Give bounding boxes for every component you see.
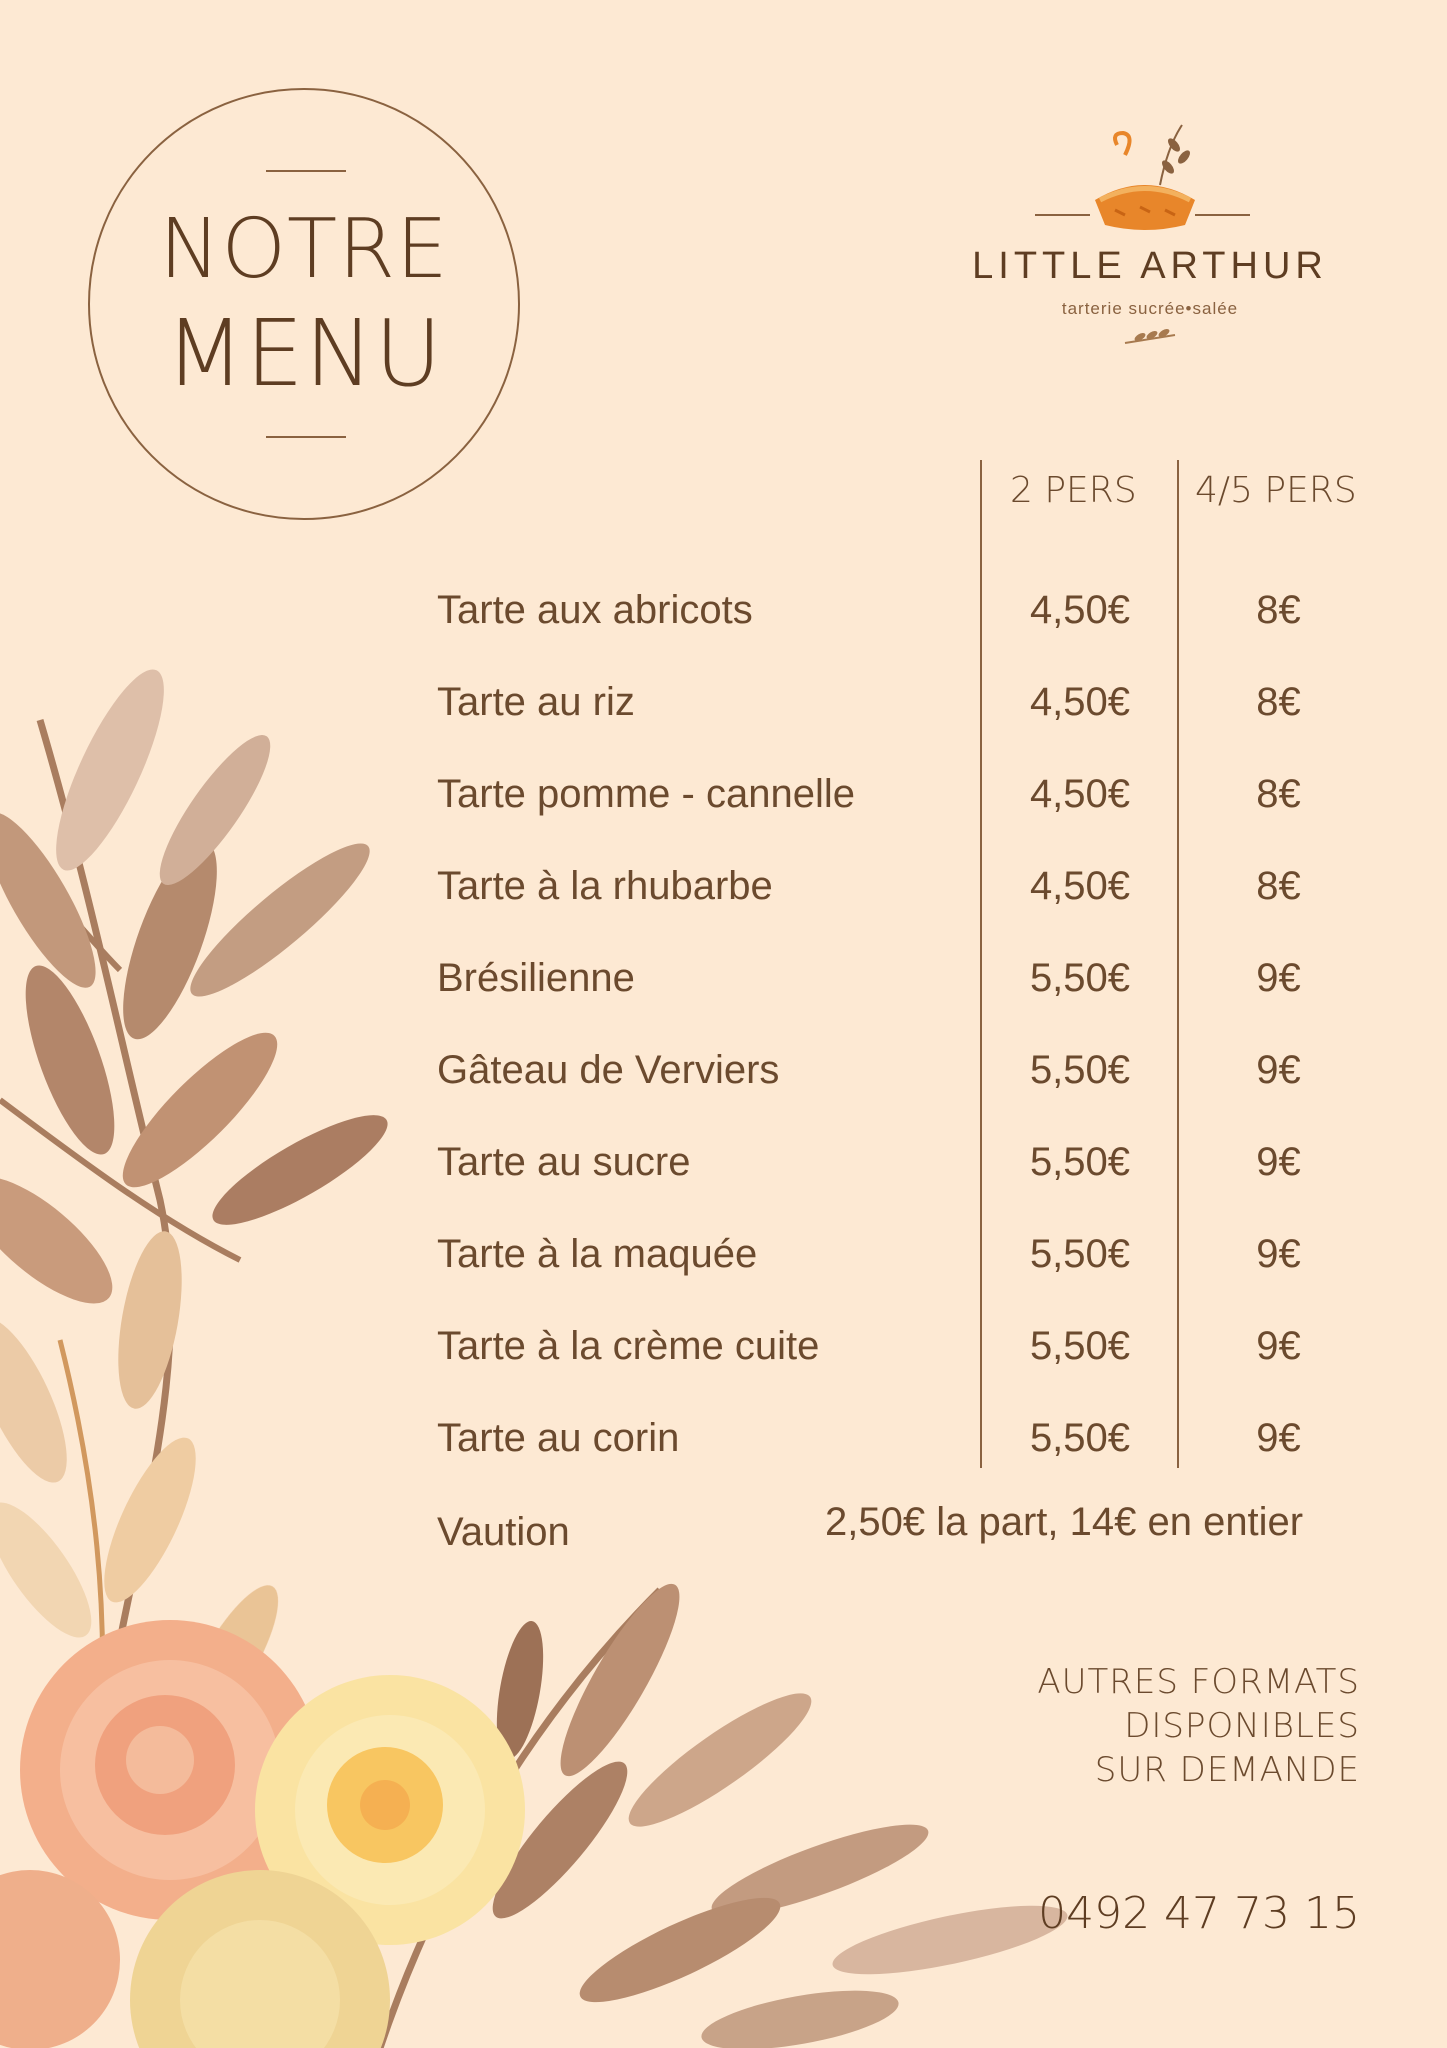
menu-row [0, 1232, 1447, 1292]
price-2-pers: 5,50€ [1029, 956, 1131, 1000]
price-4-5-pers: 8€ [1256, 772, 1301, 816]
price-4-5-pers: 9€ [1256, 1416, 1301, 1460]
note-line-2: DISPONIBLES [1124, 1706, 1360, 1746]
price-2-pers: 5,50€ [1029, 1048, 1131, 1092]
phone-number: 0492 47 73 15 [1038, 1888, 1360, 1939]
menu-row [0, 1324, 1447, 1384]
price-4-5-pers: 9€ [1256, 1048, 1301, 1092]
title-line-1: NOTRE [159, 202, 449, 297]
item-name: Gâteau de Verviers [437, 1048, 780, 1092]
item-name: Tarte à la rhubarbe [437, 864, 773, 908]
item-name: Tarte au sucre [437, 1140, 691, 1184]
price-2-pers: 5,50€ [1029, 1416, 1131, 1460]
price-4-5-pers: 8€ [1256, 680, 1301, 724]
price-4-5-pers: 8€ [1256, 588, 1301, 632]
item-name: Tarte aux abricots [437, 588, 753, 632]
price-4-5-pers: 9€ [1256, 1324, 1301, 1368]
note-line-3: SUR DEMANDE [1094, 1750, 1360, 1790]
title-line-2: MENU [165, 300, 443, 407]
menu-row [0, 1048, 1447, 1108]
price-2-pers: 5,50€ [1029, 1232, 1131, 1276]
column-header-4-5-pers: 4/5 PERS [1195, 470, 1357, 511]
price-4-5-pers: 9€ [1256, 956, 1301, 1000]
price-4-5-pers: 9€ [1256, 1232, 1301, 1276]
brand-tagline: tarterie sucrée•salée [1061, 299, 1239, 318]
menu-row [0, 1416, 1447, 1476]
item-name: Tarte au corin [437, 1416, 680, 1460]
price-2-pers: 4,50€ [1029, 680, 1131, 724]
title-badge [88, 88, 520, 520]
item-name: Tarte à la crème cuite [437, 1324, 820, 1368]
item-name: Tarte pomme - cannelle [437, 772, 855, 816]
price-2-pers: 4,50€ [1029, 588, 1131, 632]
menu-row [0, 772, 1447, 832]
item-name: Brésilienne [437, 956, 635, 1000]
item-name: Tarte à la maquée [437, 1232, 758, 1276]
menu-row [0, 956, 1447, 1016]
price-4-5-pers: 9€ [1256, 1140, 1301, 1184]
price-2-pers: 5,50€ [1029, 1140, 1131, 1184]
menu-row [0, 588, 1447, 648]
menu-row [0, 864, 1447, 924]
other-formats-note [1000, 1660, 1360, 1792]
price-2-pers: 4,50€ [1029, 864, 1131, 908]
price-4-5-pers: 8€ [1256, 864, 1301, 908]
menu-row [0, 1140, 1447, 1200]
menu-row [0, 680, 1447, 740]
brand-logo [940, 115, 1360, 355]
special-item-name: Vaution [437, 1510, 570, 1554]
special-item-price: 2,50€ la part, 14€ en entier [825, 1500, 1304, 1544]
price-2-pers: 4,50€ [1029, 772, 1131, 816]
brand-name: LITTLE ARTHUR [972, 245, 1328, 287]
note-line-1: AUTRES FORMATS [1037, 1662, 1360, 1702]
price-2-pers: 5,50€ [1029, 1324, 1131, 1368]
item-name: Tarte au riz [437, 680, 635, 724]
wheat-icon [1110, 323, 1190, 353]
pie-icon [940, 115, 1360, 245]
column-header-2-pers: 2 PERS [1010, 470, 1137, 511]
